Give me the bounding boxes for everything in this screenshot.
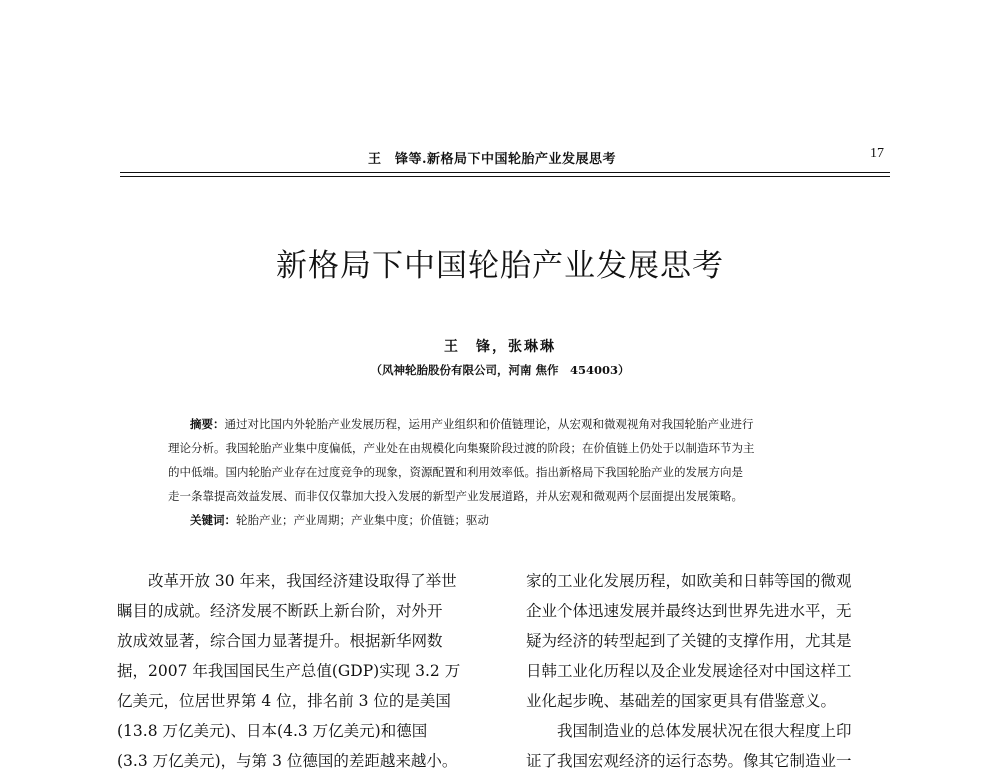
abstract-line: 的中低端。国内轮胎产业存在过度竞争的现象，资源配置和利用效率低。指出新格局下我国轮胎产业的发展方向是 bbox=[168, 465, 743, 479]
keywords bbox=[190, 510, 850, 530]
body-line: 改革开放 30 年来，我国经济建设取得了举世 bbox=[148, 572, 457, 590]
body-line: 企业个体迅速发展并最终达到世界先进水平，无 bbox=[526, 602, 852, 620]
body-line: 家的工业化发展历程，如欧美和日韩等国的微观 bbox=[526, 572, 852, 590]
header-rule bbox=[120, 172, 890, 173]
body-line: 据，2007 年我国国民生产总值(GDP)实现 3.2 万 bbox=[117, 662, 461, 680]
abstract-line: 理论分析。我国轮胎产业集中度偏低，产业处在由规模化向集聚阶段过渡的阶段；在价值链上仍处于以制造环节为主 bbox=[168, 441, 755, 455]
body-line: 亿美元，位居世界第 4 位，排名前 3 位的是美国 bbox=[117, 692, 451, 710]
abstract-line: 摘要：通过对比国内外轮胎产业发展历程，运用产业组织和价值链理论，从宏观和微观视角对我国轮胎产业进行 bbox=[190, 417, 754, 431]
body-line: (13.8 万亿美元)、日本(4.3 万亿美元)和德国 bbox=[117, 722, 428, 740]
body-line: (3.3 万亿美元)，与第 3 位德国的差距越来越小。 bbox=[117, 752, 458, 770]
page-number: 17 bbox=[870, 146, 884, 161]
body-line: 放成效显著，综合国力显著提升。根据新华网数 bbox=[117, 632, 443, 650]
body-line: 我国制造业的总体发展状况在很大程度上印 bbox=[557, 722, 852, 740]
body-line: 日韩工业化历程以及企业发展途径对中国这样工 bbox=[526, 662, 852, 680]
body-column-left bbox=[117, 566, 501, 776]
body-line: 瞩目的成就。经济发展不断跃上新台阶，对外开 bbox=[117, 602, 443, 620]
body-line: 业化起步晚、基础差的国家更具有借鉴意义。 bbox=[526, 692, 837, 710]
affiliation: （风神轮胎股份有限公司，河南 焦作 454003） bbox=[370, 363, 630, 377]
authors: 王 锋，张琳琳 bbox=[444, 339, 556, 355]
body-line: 证了我国宏观经济的运行态势。像其它制造业一 bbox=[526, 752, 852, 770]
running-header bbox=[120, 146, 890, 170]
running-header-text: 王 锋等.新格局下中国轮胎产业发展思考 bbox=[368, 152, 617, 167]
abstract-line: 走一条靠提高效益发展、而非仅仅靠加大投入发展的新型产业发展道路，并从宏观和微观两个层面提出发展策略。 bbox=[168, 489, 743, 503]
keywords-text: 轮胎产业；产业周期；产业集中度；价值链；驱动 bbox=[236, 513, 489, 527]
abstract bbox=[168, 412, 844, 508]
body-column-right bbox=[526, 566, 910, 776]
body-line: 疑为经济的转型起到了关键的支撑作用，尤其是 bbox=[526, 632, 852, 650]
paper-title: 新格局下中国轮胎产业发展思考 bbox=[276, 248, 724, 284]
keywords-label: 关键词： bbox=[190, 513, 236, 527]
abstract-label: 摘要： bbox=[190, 417, 225, 431]
header-rule-thin bbox=[120, 176, 890, 177]
